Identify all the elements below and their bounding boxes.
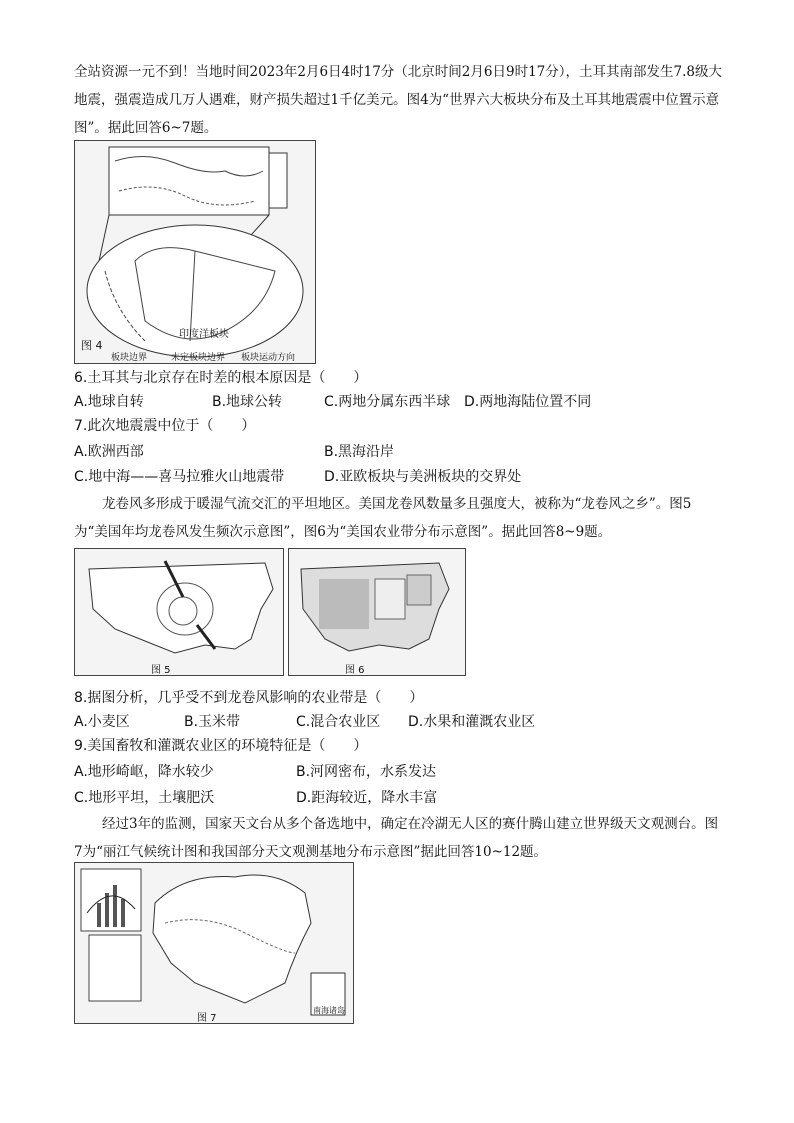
figure-6-agriculture-map xyxy=(288,548,466,676)
q6-option-c[interactable]: C.两地分属东西半球 xyxy=(324,394,451,410)
q8-option-d[interactable]: D.水果和灌溉农业区 xyxy=(408,714,536,730)
q7-option-c[interactable]: C.地中海——喜马拉雅火山地震带 xyxy=(74,469,285,485)
legend-undetermined-boundary: 未定板块边界 xyxy=(171,353,226,363)
q6-option-d[interactable]: D.两地海陆位置不同 xyxy=(464,394,592,410)
q9-option-c[interactable]: C.地形平坦，土壤肥沃 xyxy=(74,790,215,806)
question-7: 7.此次地震震中位于（ ） xyxy=(74,418,256,434)
figure-7-astronomy-map xyxy=(74,862,354,1024)
figure-6-label: 图 6 xyxy=(345,665,365,676)
q9-option-b[interactable]: B.河网密布，水系发达 xyxy=(296,764,437,780)
figure-7-drawing xyxy=(75,863,353,1023)
legend-plate-motion: 板块运动方向 xyxy=(241,353,296,363)
intro-paragraph-2: 龙卷风多形成于暖湿气流交汇的平坦地区。美国龙卷风数量多且强度大，被称为“龙卷风之乡”。图5为“美国年均龙卷风发生频次示意图”，图6为“美国农业带分布示意图”。据此回答8~9题。 xyxy=(74,496,692,540)
figure-5-drawing xyxy=(75,549,283,675)
figure-5-tornado-map xyxy=(74,548,284,676)
legend-plate-boundary: 板块边界 xyxy=(111,353,148,363)
figure-4-label: 图 4 xyxy=(81,339,103,352)
question-6: 6.土耳其与北京存在时差的根本原因是（ ） xyxy=(74,370,368,386)
q6-option-a[interactable]: A.地球自转 xyxy=(74,394,144,410)
q8-option-c[interactable]: C.混合农业区 xyxy=(296,714,381,730)
figure-7-label: 图 7 xyxy=(197,1013,217,1024)
q9-option-d[interactable]: D.距海较近，降水丰富 xyxy=(296,790,438,806)
figure-4-plate-map xyxy=(74,140,316,364)
q7-option-a[interactable]: A.欧洲西部 xyxy=(74,444,144,460)
south-sea-islands-label: 南海诸岛 xyxy=(313,1006,345,1015)
intro-paragraph-3: 经过3年的监测，国家天文台从多个备选地中，确定在冷湖无人区的赛什腾山建立世界级天文观测台。图7为“丽江气候统计图和我国部分天文观测基地分布示意图”据此回答10~12题。 xyxy=(74,816,719,860)
figure-6-drawing xyxy=(289,549,465,675)
q8-option-a[interactable]: A.小麦区 xyxy=(74,714,130,730)
q8-option-b[interactable]: B.玉米带 xyxy=(184,714,241,730)
plate-label: 印度洋板块 xyxy=(179,329,229,340)
q7-option-b[interactable]: B.黑海沿岸 xyxy=(324,444,395,460)
intro-paragraph-1: 全站资源一元不到！当地时间2023年2月6日4时17分（北京时间2月6日9时17分），土耳其南部发生7.8级大地震，强震造成几万人遇难，财产损失超过1千亿美元。图4为“世界六大板块分布及土耳其地震震中位置示意图”。据此回答6~7题。 xyxy=(74,64,722,136)
q6-option-b[interactable]: B.地球公转 xyxy=(212,394,283,410)
figure-5-label: 图 5 xyxy=(151,665,171,676)
q9-option-a[interactable]: A.地形崎岖，降水较少 xyxy=(74,764,214,780)
question-8: 8.据图分析，几乎受不到龙卷风影响的农业带是（ ） xyxy=(74,690,424,706)
question-9: 9.美国畜牧和灌溉农业区的环境特征是（ ） xyxy=(74,738,368,754)
q7-option-d[interactable]: D.亚欧板块与美洲板块的交界处 xyxy=(324,469,522,485)
